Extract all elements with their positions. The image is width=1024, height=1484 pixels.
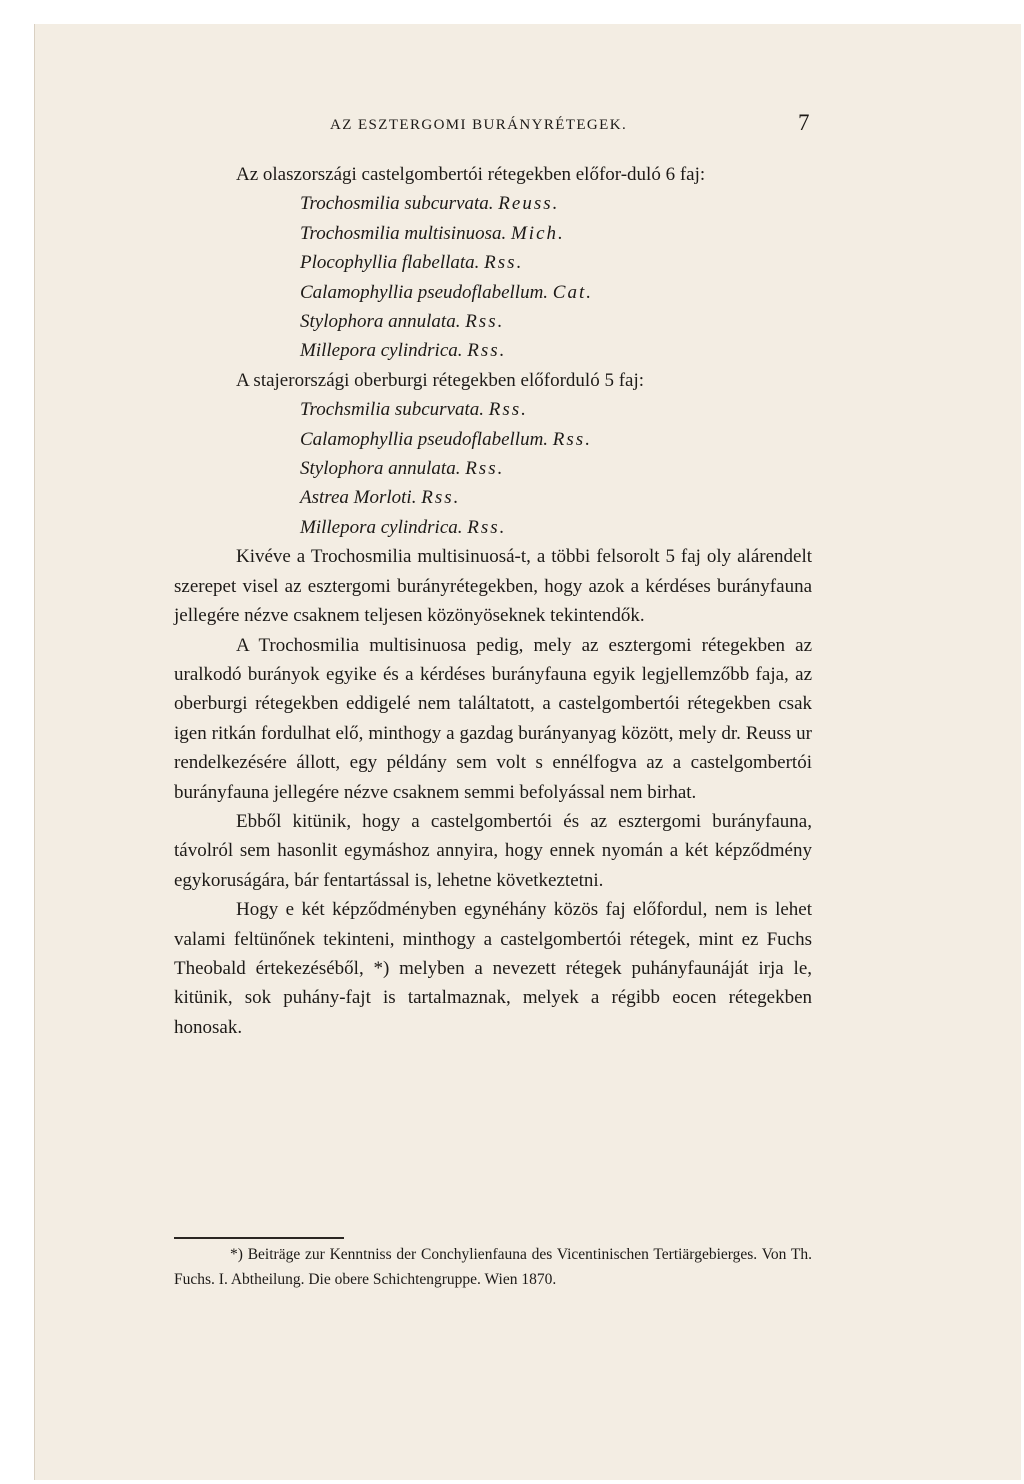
- species-item: Stylophora annulata. Rss.: [300, 458, 505, 480]
- species-list-oberburg: [174, 395, 812, 542]
- species-list-castelgomberto: [174, 189, 812, 365]
- footnote-rule: [174, 1237, 344, 1239]
- species-item: Trochosmilia multisinuosa. Mich.: [300, 222, 565, 244]
- section1-intro: Az olaszországi castelgombertói rétegekben előfor-duló 6 faj:: [236, 164, 706, 185]
- species-item: Astrea Morloti. Rss.: [300, 487, 461, 509]
- species-item: Stylophora annulata. Rss.: [300, 311, 505, 333]
- species-item: Calamophyllia pseudoflabellum. Rss.: [300, 428, 592, 450]
- section2-intro: A stajerországi oberburgi rétegekben előforduló 5 faj:: [236, 369, 645, 391]
- paragraph: Kivéve a Trochosmilia multisinuosá-t, a többi felsorolt 5 faj oly alárendelt szerepet visel az esztergomi burányrétegekben, hogy azok a kérdéses burányfauna jellegére nézve csaknem teljesen közönyöseknek tekintendők.: [174, 546, 812, 627]
- paragraph: A Trochosmilia multisinuosa pedig, mely az esztergomi rétegekben az uralkodó burányok egyike és a kérdéses burányfauna egyik legjellemzőbb faja, az oberburgi rétegekben eddigelé nem találtatott, a castelgombertói rétegekben csak igen ritkán fordulhat elő, minthogy a gazdag burányanyag között, mely dr. Reuss ur rendelkezésére állott, egy példány sem volt s ennélfogva az a castelgombertói burányfauna jellegére nézve csaknem semmi befolyással nem birhat.: [174, 634, 812, 803]
- page-number: 7: [798, 110, 810, 135]
- footnote: *) Beiträge zur Kenntniss der Conchylienfauna des Vicentinischen Tertiärgebierges. Von Th. Fuchs. I. Abtheilung. Die obere Schichtengruppe. Wien 1870.: [174, 1246, 812, 1288]
- species-item: Calamophyllia pseudoflabellum. Cat.: [300, 281, 593, 303]
- species-item: Millepora cylindrica. Rss.: [300, 340, 507, 362]
- species-item: Millepora cylindrica. Rss.: [300, 516, 507, 538]
- page-body: [174, 160, 812, 1042]
- species-item: Trochosmilia subcurvata. Reuss.: [300, 193, 560, 215]
- paragraph: Ebből kitünik, hogy a castelgombertói és az esztergomi burányfauna, távolról sem hasonlit egymáshoz annyira, hogy ennek nyomán a két képződmény egykoruságára, bár fentartással is, lehetne következtetni.: [174, 810, 812, 891]
- paragraph: Hogy e két képződményben egynéhány közös faj előfordul, nem is lehet valami feltünőnek tekinteni, minthogy a castelgombertói rétegek, mint ez Fuchs Theobald értekezéséből, *) melyben a nevezett rétegek puhányfaunáját irja le, kitünik, sok puhány-fajt is tartalmaznak, melyek a régibb eocen rétegekben honosak.: [174, 899, 812, 1038]
- species-item: Plocophyllia flabellata. Rss.: [300, 252, 524, 274]
- species-item: Trochsmilia subcurvata. Rss.: [300, 399, 528, 421]
- running-title: AZ ESZTERGOMI BURÁNYRÉTEGEK.: [330, 117, 628, 133]
